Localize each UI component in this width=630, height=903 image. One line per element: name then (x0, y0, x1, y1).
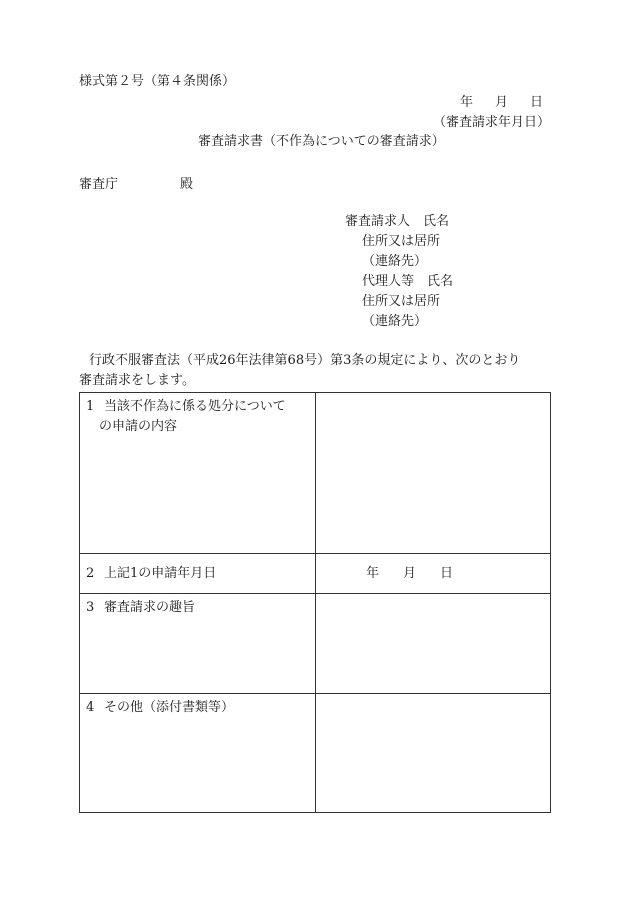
date-line (460, 95, 543, 111)
row-number: 2 (86, 566, 95, 581)
row-number: 4 (86, 700, 95, 715)
row-number: 1 (86, 399, 95, 414)
date-month: 月 (403, 566, 417, 581)
row-label (80, 594, 316, 693)
row-label (80, 393, 316, 553)
intro-line-1: 行政不服審査法（平成26年法律第68号）第3条の規定により、次のとおり (89, 353, 521, 368)
authority-label: 審査庁 (79, 177, 119, 192)
row-number: 3 (86, 600, 95, 615)
request-purpose-field[interactable] (316, 594, 550, 693)
agent-name-label: 代理人等 氏名 (362, 274, 454, 289)
date-day: 日 (440, 566, 454, 581)
intro-line-2: 審査請求をします。 (79, 373, 195, 388)
application-date-field[interactable] (316, 554, 550, 593)
requester-name-label: 審査請求人 氏名 (345, 214, 450, 229)
row-label-text: 審査請求の趣旨 (104, 600, 196, 615)
agent-contact-label: （連絡先） (362, 314, 428, 329)
request-form-table (79, 392, 551, 813)
table-row-application-content (80, 393, 550, 553)
row-label (80, 554, 316, 593)
table-row-application-date (80, 553, 550, 593)
date-year: 年 (366, 566, 380, 581)
requester-contact-label: （連絡先） (362, 254, 428, 269)
row-label-text: その他（添付書類等） (104, 700, 235, 715)
application-date (366, 564, 453, 584)
page-title: 審査請求書（不作為についての審査請求） (198, 134, 445, 149)
row-label-text: 当該不作為に係る処分について (104, 399, 286, 414)
date-caption: （審査請求年月日） (432, 115, 550, 130)
addressee (79, 177, 193, 193)
row-label-continuation: の申請の内容 (99, 419, 178, 434)
form-number: 様式第２号（第４条関係） (79, 74, 236, 89)
application-content-field[interactable] (316, 393, 550, 553)
table-row-request-purpose (80, 593, 550, 693)
date-day: 日 (529, 95, 543, 110)
row-label (80, 694, 316, 812)
honorific: 殿 (180, 177, 194, 192)
requester-address-label: 住所又は居所 (362, 234, 441, 249)
date-month: 月 (494, 95, 508, 110)
date-year: 年 (459, 95, 473, 110)
other-field[interactable] (316, 694, 550, 812)
agent-address-label: 住所又は居所 (362, 294, 441, 309)
row-label-text: 上記1の申請年月日 (104, 566, 217, 581)
table-row-other (80, 693, 550, 812)
